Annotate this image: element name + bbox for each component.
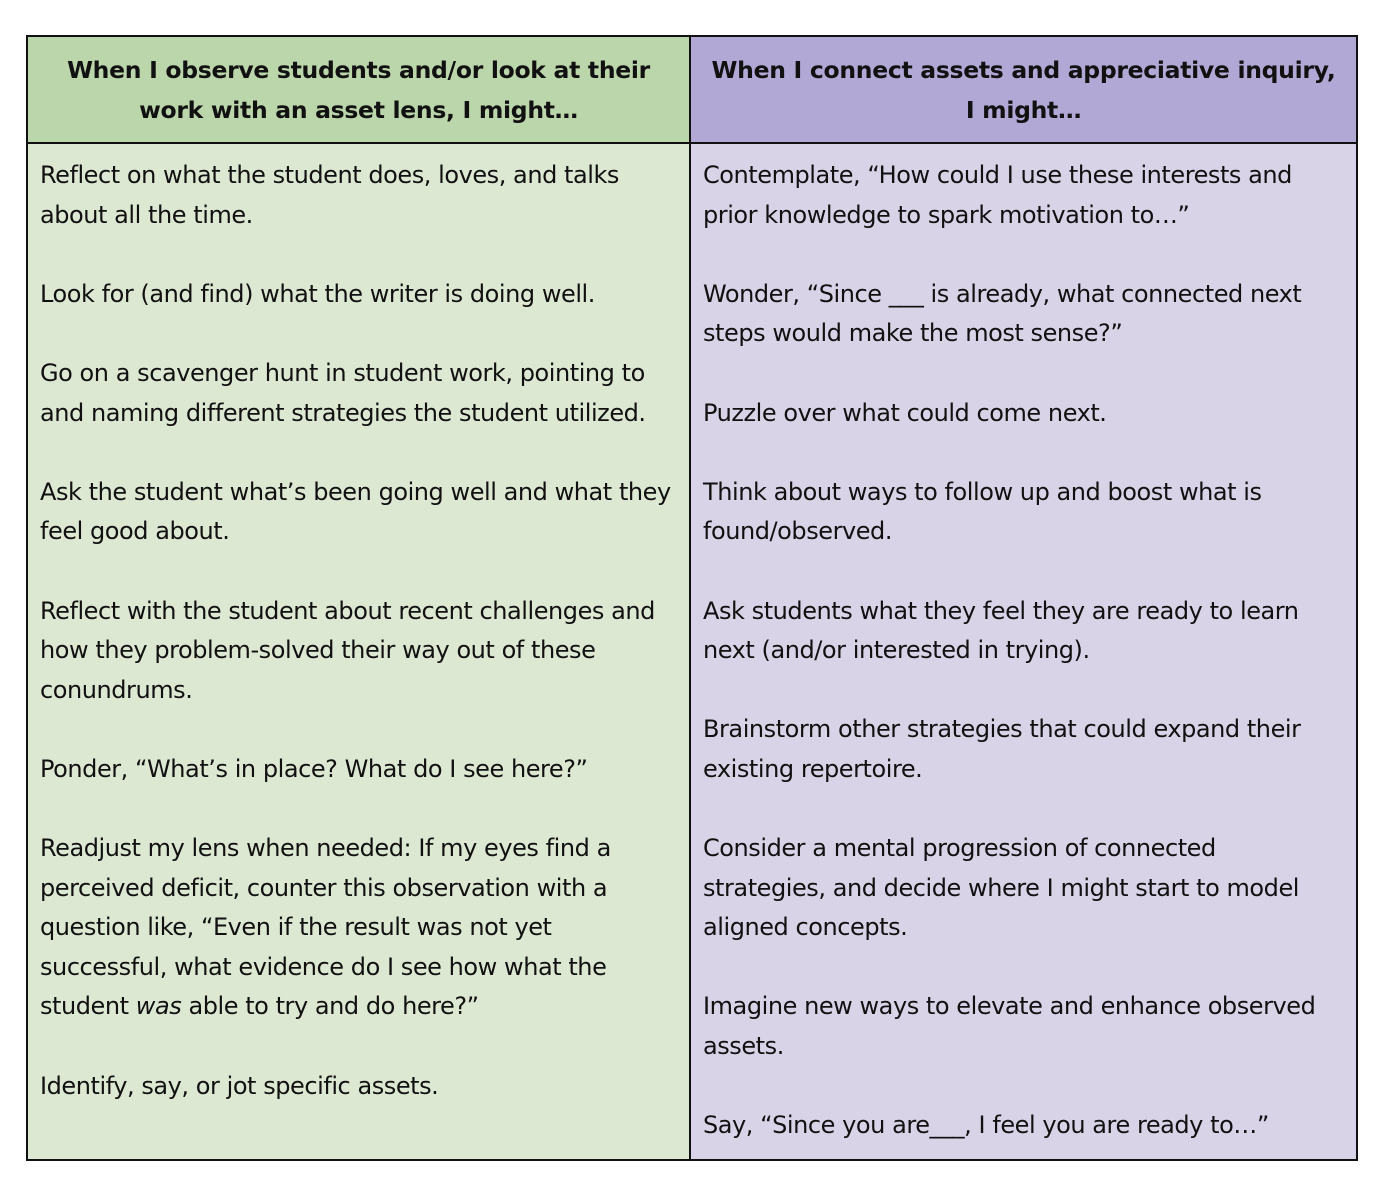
left-item: Ask the student what’s been going well and what they feel good about. bbox=[40, 477, 671, 546]
right-item: Puzzle over what could come next. bbox=[703, 398, 1107, 427]
right-header-text: When I connect assets and appreciative inquiry, I might… bbox=[711, 55, 1336, 124]
left-column-body bbox=[28, 144, 691, 1159]
left-item: Ponder, “What’s in place? What do I see here?” bbox=[40, 754, 588, 783]
right-item: Think about ways to follow up and boost what is found/observed. bbox=[703, 477, 1262, 546]
comparison-table bbox=[26, 35, 1358, 1161]
left-item: Go on a scavenger hunt in student work, pointing to and naming different strategies the student utilized. bbox=[40, 358, 646, 427]
right-column-header bbox=[691, 37, 1356, 144]
left-item bbox=[40, 829, 677, 1027]
left-item: Reflect on what the student does, loves, and talks about all the time. bbox=[40, 161, 619, 229]
right-item: Say, “Since you are___, I feel you are ready to…” bbox=[703, 1111, 1269, 1140]
left-item-text: Readjust my lens when needed: If my eyes find a perceived deficit, counter this observation with a question like, “Even if the result was not yet successful, what evidence do I see how what the student bbox=[40, 834, 611, 1021]
right-item: Imagine new ways to elevate and enhance observed assets. bbox=[703, 992, 1316, 1061]
left-item-text: able to try and do here?” bbox=[181, 992, 479, 1021]
right-column-body bbox=[691, 144, 1356, 1159]
emphasized-word: was bbox=[135, 992, 182, 1021]
left-item: Identify, say, or jot specific assets. bbox=[40, 1071, 439, 1100]
right-item: Ask students what they feel they are ready to learn next (and/or interested in trying). bbox=[703, 596, 1299, 665]
right-item: Consider a mental progression of connected strategies, and decide where I might start to model aligned concepts. bbox=[703, 834, 1299, 942]
right-item: Brainstorm other strategies that could expand their existing repertoire. bbox=[703, 715, 1301, 783]
left-header-text: When I observe students and/or look at their work with an asset lens, I might… bbox=[67, 55, 650, 124]
right-item: Wonder, “Since ___ is already, what connected next steps would make the most sense?” bbox=[703, 279, 1302, 348]
left-column-header bbox=[28, 37, 691, 144]
left-item: Look for (and find) what the writer is doing well. bbox=[40, 279, 595, 308]
right-item: Contemplate, “How could I use these interests and prior knowledge to spark motivation to…” bbox=[703, 161, 1292, 229]
left-item: Reflect with the student about recent challenges and how they problem-solved their way out of these conundrums. bbox=[40, 596, 655, 704]
